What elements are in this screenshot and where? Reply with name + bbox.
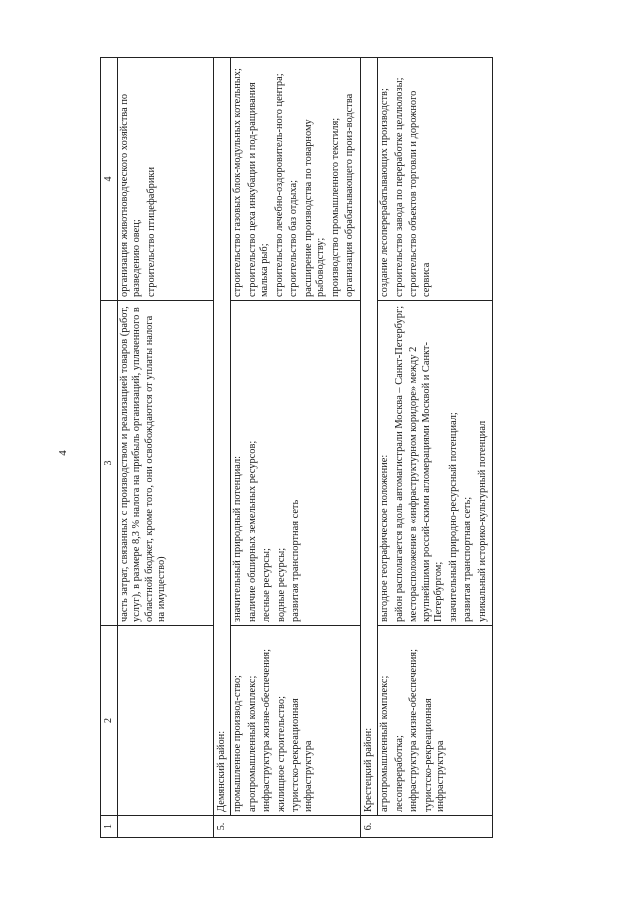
district-title-5: Демянский район: (214, 58, 231, 816)
projects-cell-5 (231, 58, 360, 301)
sector-item: промышленное производ-ство; (232, 675, 244, 812)
district-row-6 (360, 58, 377, 838)
potential-item: развитая транспортная сеть; (462, 496, 474, 622)
sector-cell-6 (378, 626, 493, 816)
sector-item: жилищное строительство; (275, 696, 287, 812)
project-item: организация обрабатывающего произ-водства (344, 93, 356, 297)
district-title-6: Крестецкий район: (360, 58, 377, 816)
potential-cell-6 (378, 301, 493, 626)
sector-cell-5 (231, 626, 360, 816)
potential-item: развитая транспортная сеть (290, 499, 302, 622)
potential-item: месторасположение в «инфраструктурном коридоре» между 2 крупнейшими россий-скими агломерациями Москвой и Санкт-Петербургом; (408, 342, 445, 622)
sector-item: туристско-рекреационная инфраструктура (422, 698, 447, 812)
rotated-table-sheet (100, 58, 640, 838)
project-item: производство промышленного текстиля; (329, 117, 341, 297)
project-item: строительство завода по переработке целлюлозы; (393, 77, 405, 297)
content-row-5 (231, 58, 360, 838)
continued-col3-text: часть затрат, связанных с производством и реализацией товаров (работ, услуг), в размере 8,3 % налога на прибыль организаций, уплаченного в областной бюджет, кроме того, они освобождаются от уплаты налога на имущество) (119, 306, 168, 622)
header-row (101, 58, 118, 838)
continued-col4-cell (118, 58, 214, 301)
potential-item: водные ресурсы; (275, 547, 287, 622)
continued-num-cell (118, 816, 214, 838)
header-col-1: 1 (101, 816, 118, 838)
projects-cell-6 (378, 58, 493, 301)
potential-item: наличие обширных земельных ресурсов; (246, 440, 258, 622)
content-row-6 (378, 58, 493, 838)
header-col-3: 3 (101, 301, 118, 626)
header-col-2: 2 (101, 626, 118, 816)
continued-col3-cell (118, 301, 214, 626)
project-item: строительство газовых блок-модульных котельных; (232, 68, 244, 297)
sector-item: агропромышленный комплекс; (379, 675, 391, 812)
sector-item: инфраструктура жизне-обеспечения; (261, 649, 273, 812)
page-number: 4 (56, 450, 69, 456)
potential-item: значительный природно-ресурсный потенциал; (447, 412, 459, 622)
continued-col2-cell (118, 626, 214, 816)
potential-cell-5 (231, 301, 360, 626)
row-number-6: 6. (360, 816, 492, 838)
sector-item: агропромышленный комплекс; (246, 675, 258, 812)
continued-col4-item: организация животноводческого хозяйства по разведению овец; (119, 93, 143, 297)
project-item: строительство баз отдыха; (288, 180, 300, 297)
project-item: строительство цеха инкубации и под-ращивания малька рыб; (246, 82, 271, 297)
sector-item: лесопереработка; (393, 735, 405, 812)
sector-item: туристско-рекреационная инфраструктура (290, 698, 314, 812)
continued-col4-item: строительство птицефабрики (145, 166, 157, 297)
project-item: расширение производства по товарному рыбоводству; (302, 119, 327, 297)
continued-row (118, 58, 214, 838)
project-item: создание лесоперерабатывающих производств; (379, 88, 391, 297)
sector-item: инфраструктура жизне-обеспечения; (408, 649, 420, 812)
project-item: строительство лечебно-оздоровитель-ного центра; (273, 73, 285, 297)
potential-item: уникальный историко-культурный потенциал (476, 420, 488, 622)
potential-item: выгодное географическое положение: (379, 454, 391, 622)
header-col-4: 4 (101, 58, 118, 301)
potential-item: лесные ресурсы; (261, 548, 273, 622)
project-item: строительство объектов торговли и дорожного сервиса (408, 90, 432, 297)
potential-item: значительный природный потенциал: (232, 455, 244, 622)
row-number-5: 5. (214, 816, 361, 838)
district-row-5 (214, 58, 231, 838)
investment-table (100, 57, 493, 838)
potential-item: район располагается вдоль автомагистрали Москва – Санкт-Петербург; (393, 305, 405, 622)
